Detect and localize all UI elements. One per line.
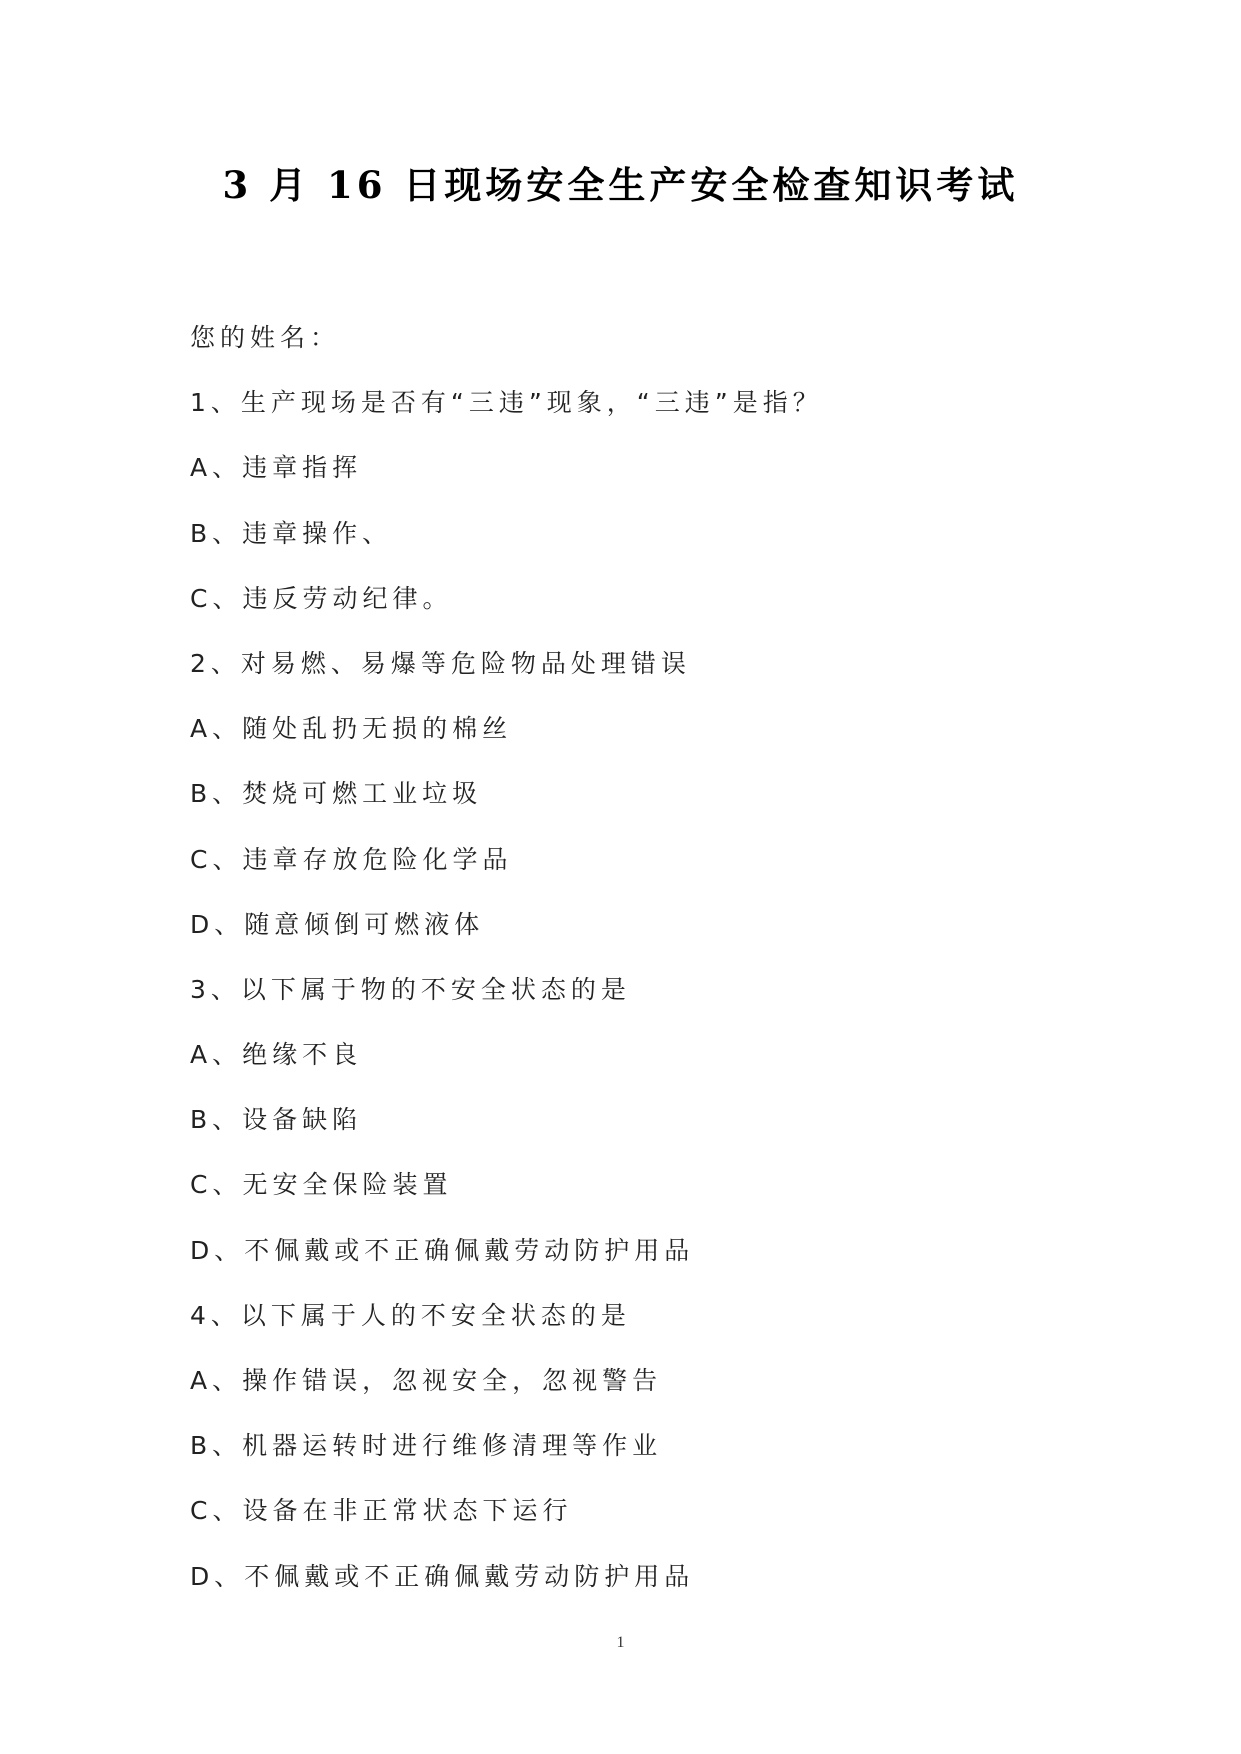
question-1: 1、生产现场是否有“三违”现象，“三违”是指？ xyxy=(190,388,823,418)
question-2-option-b: B、焚烧可燃工业垃圾 xyxy=(190,779,483,809)
question-2-option-a: A、随处乱扔无损的棉丝 xyxy=(190,714,513,744)
exam-body xyxy=(190,305,1170,1609)
question-3: 3、以下属于物的不安全状态的是 xyxy=(190,974,631,1004)
question-1-option-a: A、违章指挥 xyxy=(190,453,363,483)
question-1-option-c: C、违反劳动纪律。 xyxy=(190,583,453,613)
question-3-option-d: D、不佩戴或不正确佩戴劳动防护用品 xyxy=(190,1235,695,1265)
question-2-option-c: C、违章存放危险化学品 xyxy=(190,844,513,874)
question-2-option-d: D、随意倾倒可燃液体 xyxy=(190,909,485,939)
question-4-option-d: D、不佩戴或不正确佩戴劳动防护用品 xyxy=(190,1561,695,1591)
question-2: 2、对易燃、易爆等危险物品处理错误 xyxy=(190,648,691,678)
question-4-option-a: A、操作错误，忽视安全，忽视警告 xyxy=(190,1366,663,1395)
question-3-option-b: B、设备缺陷 xyxy=(190,1105,363,1135)
question-4-option-b: B、机器运转时进行维修清理等作业 xyxy=(190,1431,663,1461)
question-3-option-a: A、绝缘不良 xyxy=(190,1040,363,1070)
question-3-option-c: C、无安全保险装置 xyxy=(190,1170,453,1200)
name-field-label: 您的姓名： xyxy=(190,323,341,352)
page-number: 1 xyxy=(616,1634,625,1651)
question-4-option-c: C、设备在非正常状态下运行 xyxy=(190,1496,573,1526)
exam-title: 3 月 16 日现场安全生产安全检查知识考试 xyxy=(222,163,1019,207)
question-1-option-b: B、违章操作、 xyxy=(190,518,393,548)
question-4: 4、以下属于人的不安全状态的是 xyxy=(190,1300,631,1330)
